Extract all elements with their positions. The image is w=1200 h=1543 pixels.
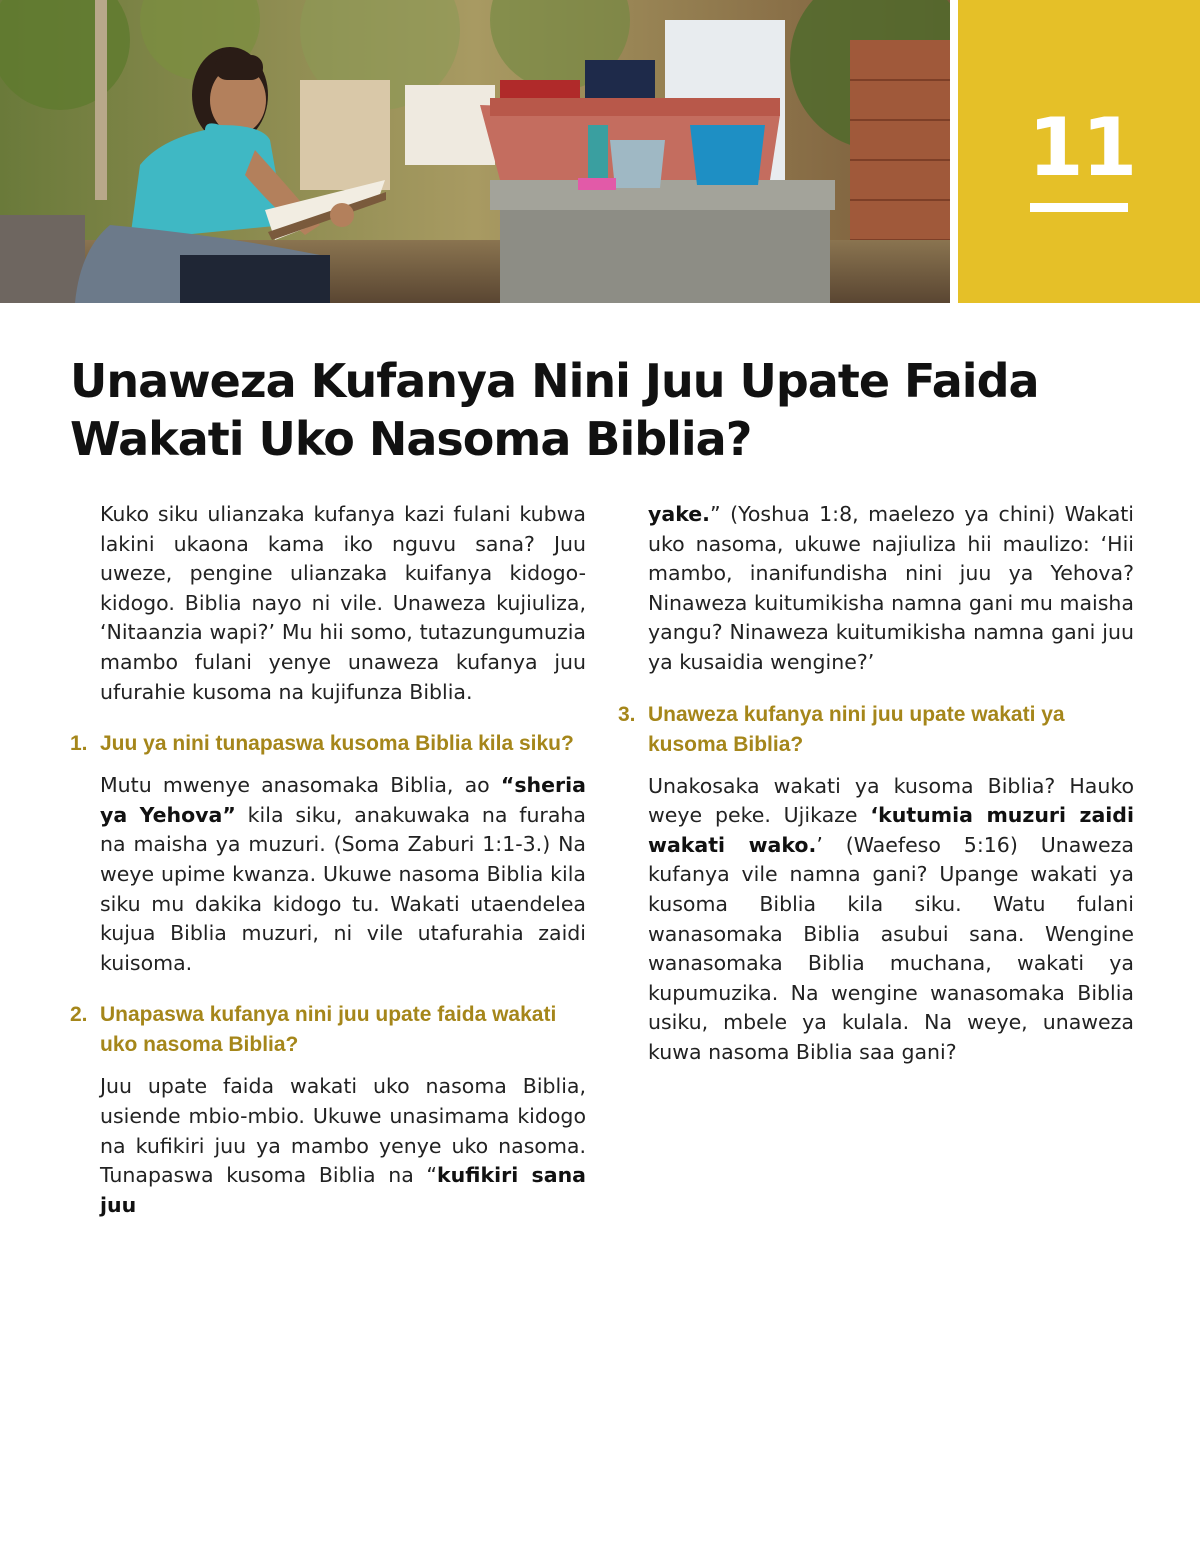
answer-2-text-continued: ” (Yoshua 1:8, maelezo ya chini) Wakati uko nasoma, ukuwe najiuliza hii maulizo: ‘Hii mambo, inanifundisha nini juu ya Yehova? Ninaweza kuitumikisha namna gani mu maisha yangu? Ninaweza kuitumikisha namna gani juu ya kusaidia wengine?’: [648, 502, 1134, 674]
answer-3-emphasis: ‘kutumia muzuri zaidi wakati wako.: [648, 803, 1134, 857]
lesson-number-underline: [1030, 203, 1128, 212]
answer-2-paragraph: [100, 1072, 586, 1220]
question-3-number: 3.: [618, 702, 636, 726]
question-3: [618, 700, 1134, 760]
answer-2-continued: [648, 500, 1134, 678]
answer-2-emphasis: kufikiri sana juu: [100, 1163, 587, 1217]
question-1-number: 1.: [70, 732, 88, 756]
intro-paragraph: Kuko siku ulianzaka kufanya kazi fulani kubwa lakini ukaona kama iko nguvu sana? Juu uweze, pengine ulianzaka kuifanya kidogo-kidogo. Biblia nayo ni vile. Unaweza kujiuliza, ‘Nitaanzia wapi?’ Mu hii somo, tutazungumuzia mambo fulani yenye unaweza kufanya juu ufurahie kusoma na kujifunza Biblia.: [100, 502, 586, 704]
woman-reading-bible-illustration: [0, 0, 950, 303]
page-title-line-1: Unaweza Kufanya Nini Juu Upate Faida: [70, 354, 1039, 408]
answer-1-text-c: kila siku, anakuwaka na furaha na maisha ya muzuri. (Soma Zaburi 1:1-3.) Na weye upime kwanza. Ukuwe nasoma Biblia kila siku mu dakika kidogo tu. Wakati utaendelea kujua Biblia muzuri, ni vile utafurahia zaidi kuisoma.: [100, 802, 586, 975]
lesson-number: 11: [1028, 101, 1136, 194]
page-title: [70, 352, 1150, 468]
question-1-text: Juu ya nini tunapaswa kusoma Biblia kila siku?: [100, 732, 574, 756]
answer-3-text-c: ’ (Waefeso 5:16) Unaweza kufanya vile namna gani? Upange wakati ya kusoma Biblia kila siku. Watu fulani wanasomaka Biblia asubui sana. Wengine wanasomaka Biblia muchana, wakati ya kupumuzika. Na wengine wanasomaka Biblia usiku, mbele ya kulala. Na weye, unaweza kuwa nasoma Biblia saa gani?: [648, 832, 1134, 1064]
answer-1-paragraph: [100, 771, 586, 978]
answer-3-paragraph: [648, 772, 1134, 1068]
question-2: [70, 1000, 586, 1060]
answer-1-emphasis: “sheria ya Yehova”: [100, 773, 586, 827]
left-column: [70, 500, 586, 1220]
answer-1-text-a: Mutu mwenye anasomaka Biblia, ao: [100, 773, 501, 798]
question-2-text: Unapaswa kufanya nini juu upate faida wakati uko nasoma Biblia?: [100, 1003, 557, 1057]
question-3-text: Unaweza kufanya nini juu upate wakati ya kusoma Biblia?: [648, 702, 1065, 756]
question-1: [70, 729, 586, 759]
answer-2-emphasis-continued: yake.: [648, 502, 710, 526]
hero-photo: [0, 0, 950, 303]
right-column: [618, 500, 1134, 1068]
answer-2-text-a: Juu upate faida wakati uko nasoma Biblia, usiende mbio-mbio. Ukuwe unasimama kidogo na kufikiri juu ya mambo yenye uko nasoma. Tunapaswa kusoma Biblia na “: [100, 1074, 586, 1188]
page-title-line-2: Wakati Uko Nasoma Biblia?: [70, 412, 752, 466]
question-2-number: 2.: [70, 1003, 88, 1027]
answer-3-text-a: Unakosaka wakati ya kusoma Biblia? Hauko weye peke. Ujikaze: [648, 773, 1134, 828]
